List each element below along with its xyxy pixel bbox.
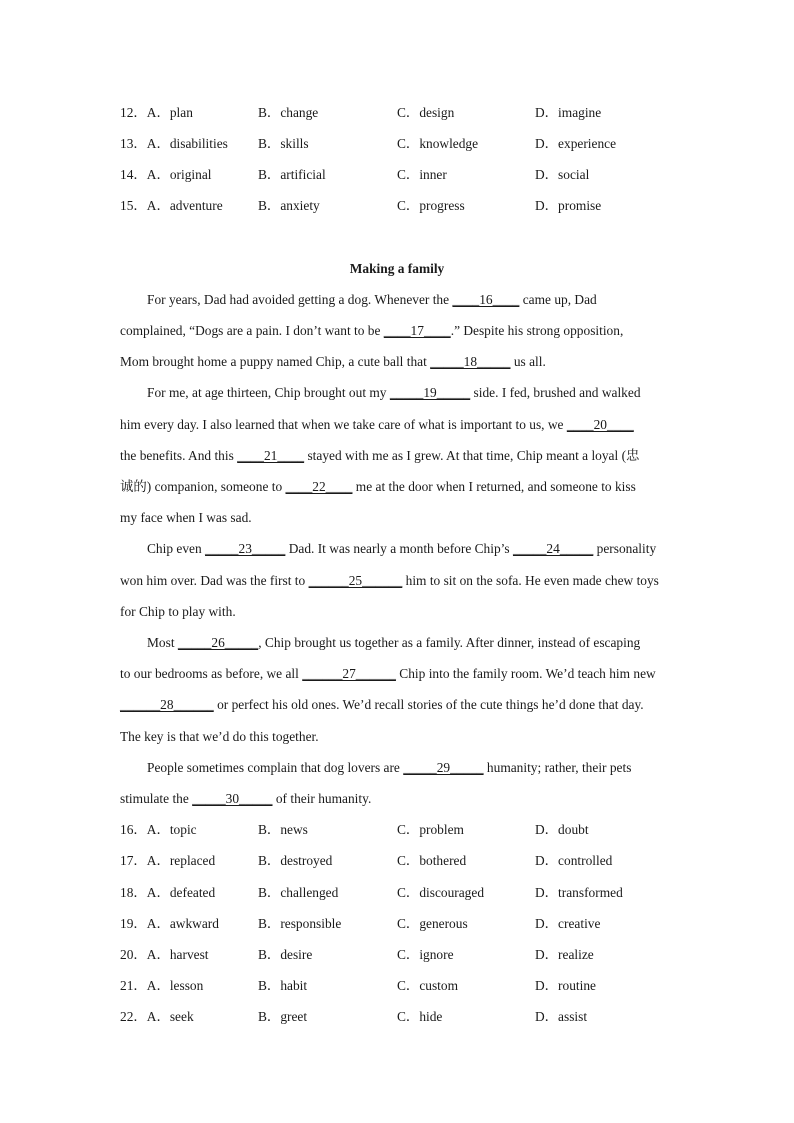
passage-line: For years, Dad had avoided getting a dog. Whenever the ____16____ came up, Dad — [147, 292, 597, 307]
passage-line: for Chip to play with. — [120, 604, 236, 619]
option-a: 22．A．seek — [120, 1009, 194, 1024]
option-a: 12．A．plan — [120, 105, 193, 120]
option-c: C．ignore — [397, 947, 454, 962]
passage-line: my face when I was sad. — [120, 510, 252, 525]
question-14 — [120, 167, 680, 183]
passage-line: to our bedrooms as before, we all ______27______ Chip into the family room. We’d teach him new — [120, 666, 656, 681]
option-a: 16．A．topic — [120, 822, 197, 837]
option-b: B．change — [258, 105, 319, 120]
option-d: D．realize — [535, 947, 594, 962]
option-c: C．design — [397, 105, 455, 120]
option-a: 17．A．replaced — [120, 853, 216, 868]
question-17 — [120, 853, 680, 869]
passage-title: Making a family — [349, 261, 445, 276]
option-c: C．problem — [397, 822, 464, 837]
blank-16: ____16____ — [452, 292, 520, 307]
option-c: C．discouraged — [397, 885, 485, 900]
blank-17: ____17____ — [383, 323, 451, 338]
question-20 — [120, 947, 680, 963]
option-d: D．controlled — [535, 853, 613, 868]
option-b: B．destroyed — [258, 853, 333, 868]
passage-line: People sometimes complain that dog lovers are _____29_____ humanity; rather, their pets — [147, 760, 632, 775]
option-c: C．hide — [397, 1009, 443, 1024]
blank-25: ______25______ — [308, 573, 403, 588]
option-a: 19．A．awkward — [120, 916, 219, 931]
option-a: 21．A．lesson — [120, 978, 204, 993]
option-b: B．skills — [258, 136, 309, 151]
blank-18: _____18_____ — [430, 354, 511, 369]
option-b: B．greet — [258, 1009, 308, 1024]
option-c: C．bothered — [397, 853, 467, 868]
passage-line: ______28______ or perfect his old ones. We’d recall stories of the cute things he’d done that day. — [120, 697, 644, 712]
question-12 — [120, 105, 680, 121]
passage-line: the benefits. And this ____21____ stayed with me as I grew. At that time, Chip meant a loyal (忠 — [120, 448, 640, 463]
option-b: B．news — [258, 822, 308, 837]
question-21 — [120, 978, 680, 994]
option-a: 13．A．disabilities — [120, 136, 228, 151]
blank-29: _____29_____ — [403, 760, 484, 775]
option-b: B．responsible — [258, 916, 342, 931]
option-a: 15．A．adventure — [120, 198, 223, 213]
option-d: D．social — [535, 167, 590, 182]
passage-line: Chip even _____23_____ Dad. It was nearly a month before Chip’s _____24_____ personality — [147, 541, 657, 556]
blank-19: _____19_____ — [389, 385, 471, 400]
blank-22: ____22____ — [285, 479, 353, 494]
passage-line: Mom brought home a puppy named Chip, a cute ball that _____18_____ us all. — [120, 354, 546, 369]
option-d: D．imagine — [535, 105, 602, 120]
passage-line: The key is that we’d do this together. — [120, 729, 319, 744]
blank-30: _____30_____ — [192, 791, 273, 806]
option-b: B．desire — [258, 947, 313, 962]
question-18 — [120, 885, 680, 901]
option-c: C．knowledge — [397, 136, 479, 151]
option-a: 20．A．harvest — [120, 947, 209, 962]
passage-line: stimulate the _____30_____ of their humanity. — [120, 791, 372, 806]
question-16 — [120, 822, 680, 838]
option-b: B．habit — [258, 978, 308, 993]
question-15 — [120, 198, 680, 214]
option-d: D．assist — [535, 1009, 588, 1024]
option-b: B．anxiety — [258, 198, 320, 213]
option-a: 14．A．original — [120, 167, 212, 182]
blank-28: ______28______ — [120, 697, 214, 712]
option-c: C．progress — [397, 198, 465, 213]
question-13 — [120, 136, 680, 152]
option-d: D．transformed — [535, 885, 623, 900]
passage-line: 诚的) companion, someone to ____22____ me at the door when I returned, and someone to kiss — [120, 479, 636, 494]
option-d: D．routine — [535, 978, 596, 993]
blank-27: ______27______ — [302, 666, 396, 681]
option-b: B．artificial — [258, 167, 326, 182]
option-d: D．creative — [535, 916, 601, 931]
option-c: C．generous — [397, 916, 468, 931]
question-22 — [120, 1009, 680, 1025]
passage-line: Most _____26_____, Chip brought us together as a family. After dinner, instead of escaping — [147, 635, 641, 650]
option-a: 18．A．defeated — [120, 885, 216, 900]
passage-line: him every day. I also learned that when we take care of what is important to us, we ____20____ — [120, 417, 634, 432]
blank-24: _____24_____ — [512, 541, 594, 556]
option-b: B．challenged — [258, 885, 339, 900]
blank-23: _____23_____ — [205, 541, 286, 556]
option-d: D．experience — [535, 136, 617, 151]
option-c: C．inner — [397, 167, 447, 182]
option-c: C．custom — [397, 978, 459, 993]
passage-line: For me, at age thirteen, Chip brought out my _____19_____ side. I fed, brushed and walked — [147, 385, 641, 400]
passage-line: won him over. Dad was the first to ______25______ him to sit on the sofa. He even made chew toys — [120, 573, 659, 588]
option-d: D．promise — [535, 198, 602, 213]
question-19 — [120, 916, 680, 932]
blank-26: _____26_____ — [177, 635, 259, 650]
blank-20: ____20____ — [566, 417, 634, 432]
blank-21: ____21____ — [237, 448, 305, 463]
passage-line: complained, “Dogs are a pain. I don’t want to be ____17____.” Despite his strong opposition, — [120, 323, 624, 338]
option-d: D．doubt — [535, 822, 589, 837]
